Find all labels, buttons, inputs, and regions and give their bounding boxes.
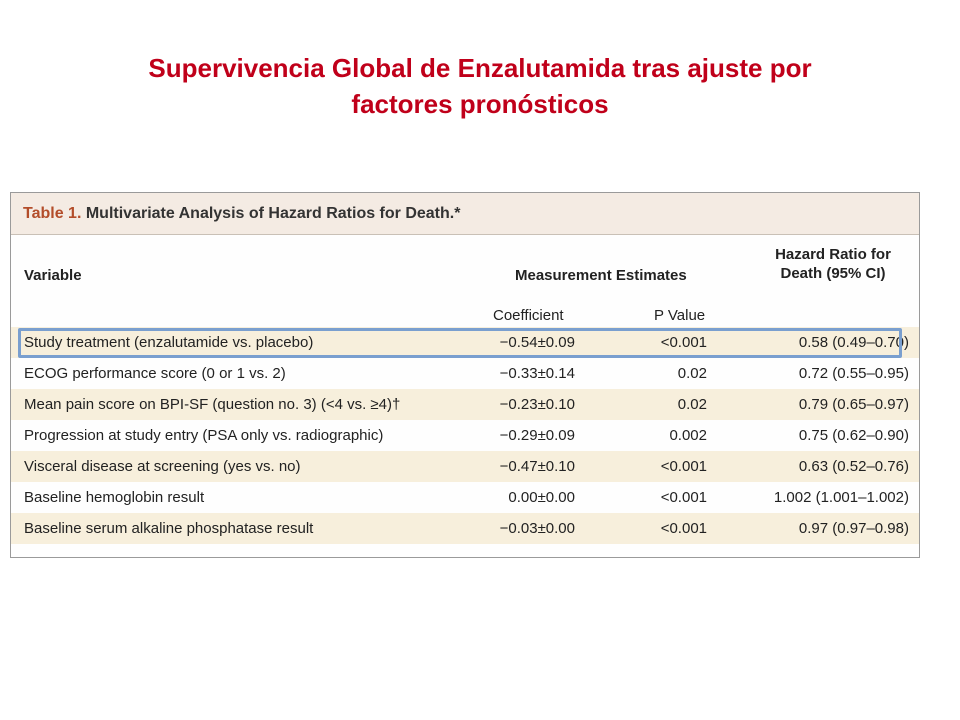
slide-title-line-2: factores pronósticos [351, 89, 609, 119]
table-row [11, 513, 919, 544]
cell-hazard-ratio: 0.75 (0.62–0.90) [798, 427, 909, 444]
cell-coefficient: −0.33±0.14 [499, 365, 575, 382]
cell-p-value: <0.001 [660, 489, 707, 506]
row-highlight-box [18, 328, 902, 358]
table-row [11, 358, 919, 389]
cell-hazard-ratio: 0.72 (0.55–0.95) [798, 365, 909, 382]
table-row [11, 420, 919, 451]
cell-variable: Study treatment (enzalutamide vs. placebo) [24, 334, 314, 351]
cell-coefficient: −0.29±0.09 [499, 427, 575, 444]
table-label: Table 1. [23, 205, 82, 222]
cell-hazard-ratio: 1.002 (1.001–1.002) [773, 489, 909, 506]
header-measurement-estimates: Measurement Estimates [515, 267, 687, 284]
cell-coefficient: −0.23±0.10 [499, 396, 575, 413]
cell-p-value: <0.001 [660, 458, 707, 475]
cell-coefficient: −0.54±0.09 [499, 334, 575, 351]
cell-p-value: 0.02 [677, 365, 707, 382]
table-row [11, 451, 919, 482]
header-hazard-ratio-line-2: Death (95% CI) [780, 265, 886, 282]
cell-variable: ECOG performance score (0 or 1 vs. 2) [24, 365, 286, 382]
cell-p-value: <0.001 [660, 334, 707, 351]
cell-coefficient: −0.03±0.00 [499, 520, 575, 537]
slide-title-line-1: Supervivencia Global de Enzalutamida tras ajuste por [148, 53, 812, 83]
header-variable: Variable [24, 267, 82, 284]
header-hazard-ratio [759, 245, 907, 283]
table-title: Multivariate Analysis of Hazard Ratios for Death.* [85, 205, 461, 222]
cell-p-value: <0.001 [660, 520, 707, 537]
cell-coefficient: −0.47±0.10 [499, 458, 575, 475]
hazard-ratio-table [10, 192, 920, 558]
cell-variable: Visceral disease at screening (yes vs. no) [24, 458, 301, 475]
header-hazard-ratio-line-1: Hazard Ratio for [775, 246, 891, 263]
cell-hazard-ratio: 0.63 (0.52–0.76) [798, 458, 909, 475]
cell-hazard-ratio: 0.58 (0.49–0.70) [798, 334, 909, 351]
table-header [11, 235, 919, 327]
table-row [11, 389, 919, 420]
cell-variable: Mean pain score on BPI-SF (question no. 3) (<4 vs. ≥4)† [24, 396, 401, 413]
table-row [11, 482, 919, 513]
cell-variable: Progression at study entry (PSA only vs. radiographic) [24, 427, 384, 444]
cell-variable: Baseline hemoglobin result [24, 489, 205, 506]
cell-hazard-ratio: 0.79 (0.65–0.97) [798, 396, 909, 413]
header-p-value: P Value [654, 307, 706, 324]
cell-p-value: 0.002 [669, 427, 707, 444]
cell-p-value: 0.02 [677, 396, 707, 413]
slide-title [40, 50, 920, 122]
cell-hazard-ratio: 0.97 (0.97–0.98) [798, 520, 909, 537]
cell-coefficient: 0.00±0.00 [508, 489, 575, 506]
table-caption [11, 193, 919, 235]
header-coefficient: Coefficient [493, 307, 564, 324]
cell-variable: Baseline serum alkaline phosphatase result [24, 520, 314, 537]
